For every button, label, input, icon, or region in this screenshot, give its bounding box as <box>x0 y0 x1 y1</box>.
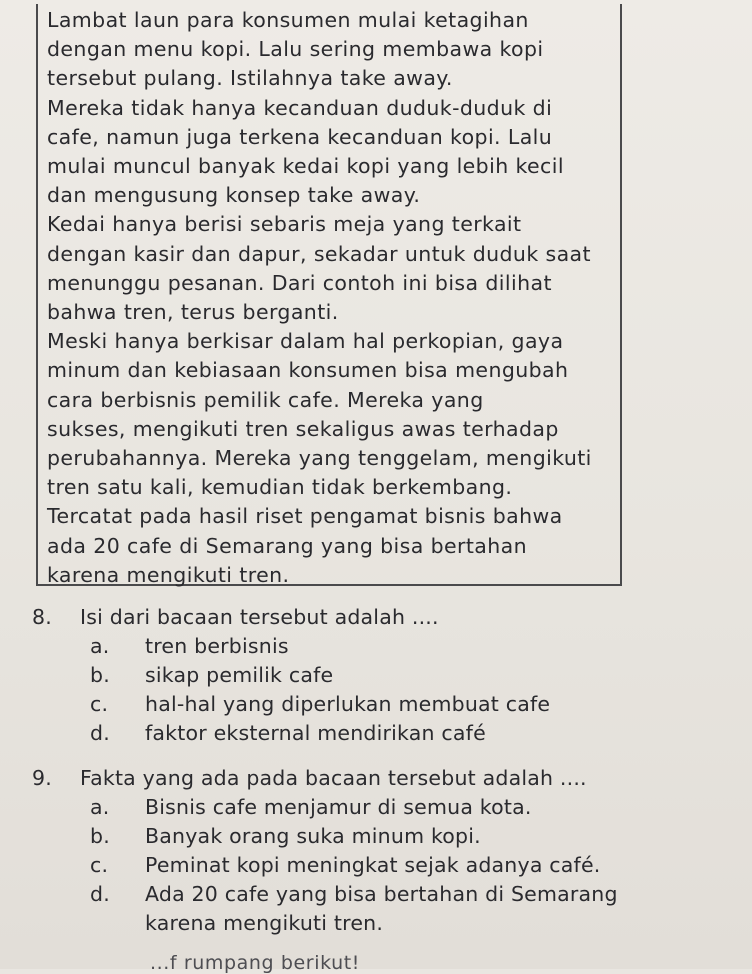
question-8 <box>32 603 732 748</box>
option-text: sikap pemilik cafe <box>145 663 334 687</box>
option-b[interactable] <box>90 661 732 690</box>
option-d-continuation: karena mengikuti tren. <box>145 911 384 935</box>
passage-line: menunggu pesanan. Dari contoh ini bisa dilihat <box>47 270 552 295</box>
passage-line: Lambat laun para konsumen mulai ketagihan <box>47 8 529 32</box>
option-c[interactable] <box>90 851 732 880</box>
option-text: Ada 20 cafe yang bisa bertahan di Semarang <box>145 882 618 906</box>
passage-line: karena mengikuti tren. <box>47 562 290 587</box>
reading-passage <box>47 6 617 590</box>
cutoff-instruction: ...f rumpang berikut! <box>150 952 361 974</box>
option-letter: d. <box>90 882 110 906</box>
option-letter: a. <box>90 795 110 819</box>
option-text: hal-hal yang diperlukan membuat cafe <box>145 692 551 716</box>
question-text: Isi dari bacaan tersebut adalah .... <box>80 605 439 629</box>
option-c[interactable] <box>90 690 732 719</box>
passage-line: sukses, mengikuti tren sekaligus awas terhadap <box>47 416 559 441</box>
passage-line: Tercatat pada hasil riset pengamat bisnis bahwa <box>47 504 563 529</box>
option-letter: b. <box>90 824 110 848</box>
option-a[interactable] <box>90 793 732 822</box>
passage-line: dan mengusung konsep take away. <box>47 183 421 208</box>
option-letter: c. <box>90 692 109 716</box>
passage-line: dengan menu kopi. Lalu sering membawa kopi <box>47 37 544 62</box>
question-number: 9. <box>32 766 52 790</box>
option-letter: b. <box>90 663 110 687</box>
passage-line: dengan kasir dan dapur, sekadar untuk duduk saat <box>47 241 591 266</box>
question-9 <box>32 764 732 938</box>
option-a[interactable] <box>90 632 732 661</box>
passage-line: Mereka tidak hanya kecanduan duduk-duduk di <box>47 95 553 120</box>
question-stem <box>32 603 732 632</box>
passage-line: Kedai hanya berisi sebaris meja yang terkait <box>47 212 522 237</box>
option-text: tren berbisnis <box>145 634 289 658</box>
question-text: Fakta yang ada pada bacaan tersebut adalah .... <box>80 766 587 790</box>
passage-line: cafe, namun juga terkena kecanduan kopi. Lalu <box>47 124 553 149</box>
passage-line: mulai muncul banyak kedai kopi yang lebih kecil <box>47 154 564 179</box>
passage-line: ada 20 cafe di Semarang yang bisa bertahan <box>47 533 528 558</box>
option-text: Bisnis cafe menjamur di semua kota. <box>145 795 532 819</box>
option-letter: d. <box>90 721 110 745</box>
passage-line: perubahannya. Mereka yang tenggelam, mengikuti <box>47 446 592 471</box>
option-text: Banyak orang suka minum kopi. <box>145 824 481 848</box>
question-number: 8. <box>32 605 52 629</box>
option-letter: a. <box>90 634 110 658</box>
option-b[interactable] <box>90 822 732 851</box>
option-d[interactable] <box>90 719 732 748</box>
passage-line: tren satu kali, kemudian tidak berkembang. <box>47 475 513 500</box>
passage-line: cara berbisnis pemilik cafe. Mereka yang <box>47 387 484 412</box>
option-letter: c. <box>90 853 109 877</box>
option-text: Peminat kopi meningkat sejak adanya café. <box>145 853 601 877</box>
option-text: faktor eksternal mendirikan café <box>145 721 486 745</box>
question-stem <box>32 764 732 793</box>
passage-line: minum dan kebiasaan konsumen bisa mengubah <box>47 358 569 383</box>
passage-line: tersebut pulang. Istilahnya take away. <box>47 66 453 91</box>
option-d[interactable] <box>90 880 732 909</box>
passage-line: bahwa tren, terus berganti. <box>47 300 339 325</box>
passage-line: Meski hanya berkisar dalam hal perkopian, gaya <box>47 329 564 354</box>
